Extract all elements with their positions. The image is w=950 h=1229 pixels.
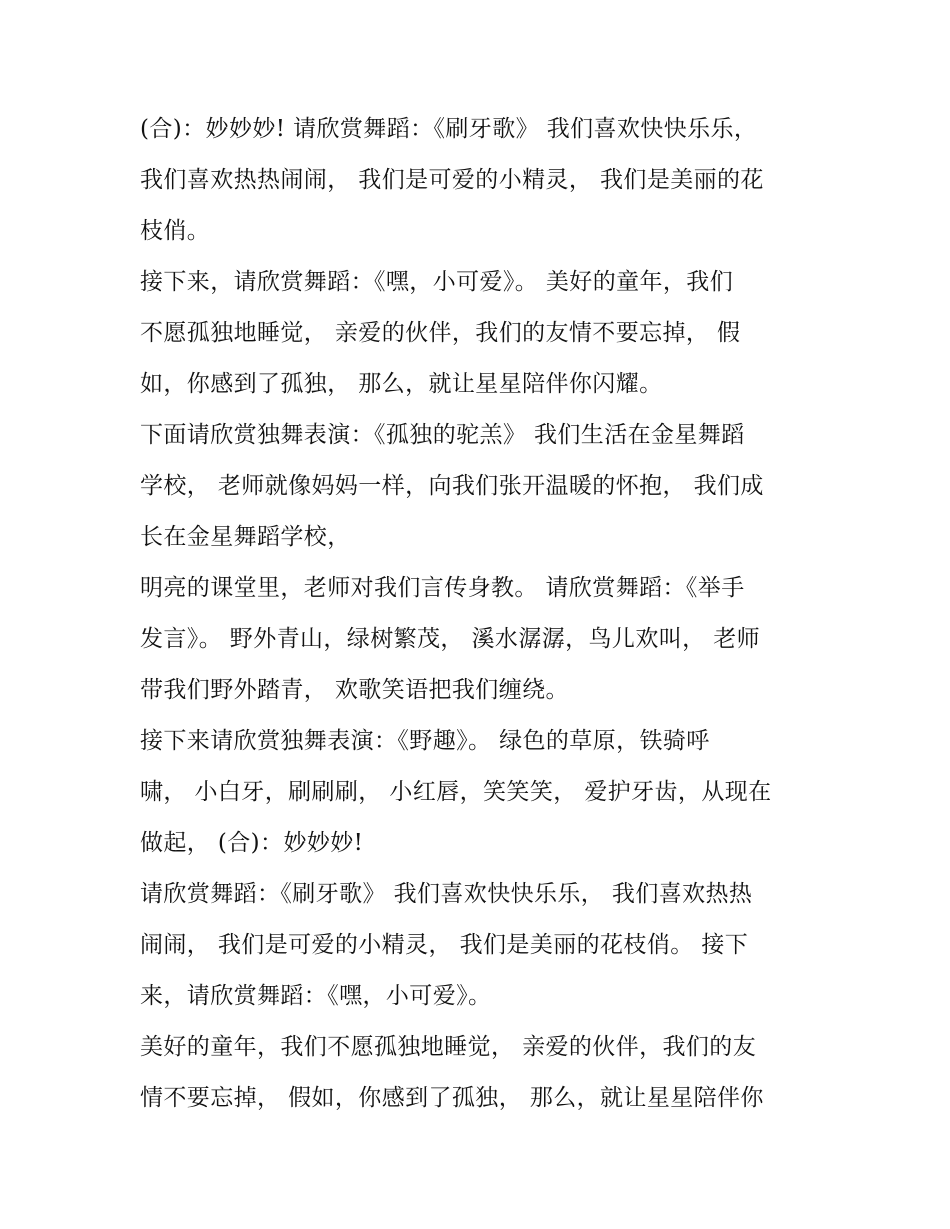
text-line: 做起， (合)：妙妙妙!	[140, 830, 364, 856]
text-line: 明亮的课堂里，老师对我们言传身教。 请欣赏舞蹈：《举手	[140, 575, 745, 601]
text-line: 我们喜欢热热闹闹， 我们是可爱的小精灵， 我们是美丽的花	[140, 167, 764, 193]
text-line: 接下来，请欣赏舞蹈：《嘿，小可爱》。 美好的童年，我们	[140, 269, 734, 295]
text-line: 接下来请欣赏独舞表演：《野趣》。 绿色的草原，铁骑呼	[140, 728, 710, 754]
text-line: 请欣赏舞蹈：《刷牙歌》 我们喜欢快快乐乐， 我们喜欢热热	[140, 881, 753, 907]
text-line: 带我们野外踏青， 欢歌笑语把我们缠绕。	[140, 677, 569, 703]
text-line: 如，你感到了孤独， 那么，就让星星陪伴你闪耀。	[140, 371, 663, 397]
text-line: 不愿孤独地睡觉， 亲爱的伙伴，我们的友情不要忘掉， 假	[140, 320, 741, 346]
text-line: 学校， 老师就像妈妈一样，向我们张开温暖的怀抱， 我们成	[140, 473, 764, 499]
text-line: 闹闹， 我们是可爱的小精灵， 我们是美丽的花枝俏。 接下	[140, 932, 749, 958]
text-line: 发言》。 野外青山，绿树繁茂， 溪水潺潺，鸟儿欢叫， 老师	[140, 626, 761, 652]
text-line: 美好的童年，我们不愿孤独地睡觉， 亲爱的伙伴，我们的友	[140, 1034, 757, 1060]
text-line: 长在金星舞蹈学校，	[140, 524, 351, 550]
text-line: 啸， 小白牙，刷刷刷， 小红唇，笑笑笑， 爱护牙齿，从现在	[140, 779, 772, 805]
text-line: 来，请欣赏舞蹈：《嘿，小可爱》。	[140, 983, 492, 1009]
text-line: 下面请欣赏独舞表演：《孤独的驼羔》 我们生活在金星舞蹈	[140, 422, 745, 448]
document-body	[140, 104, 812, 1124]
text-line: 枝俏。	[140, 218, 211, 244]
text-line: (合)：妙妙妙! 请欣赏舞蹈：《刷牙歌》 我们喜欢快快乐乐，	[140, 116, 758, 142]
text-line: 情不要忘掉， 假如，你感到了孤独， 那么，就让星星陪伴你	[140, 1085, 764, 1111]
